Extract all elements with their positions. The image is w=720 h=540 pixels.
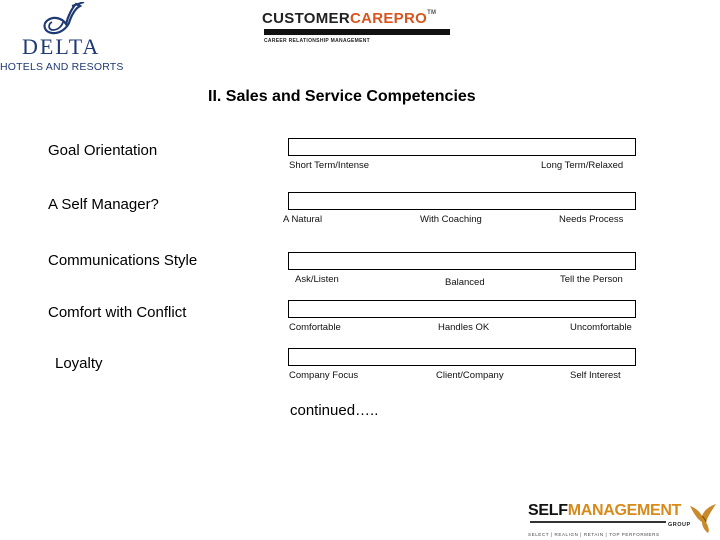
scale-label-balanced: Balanced [445,277,485,288]
page-title: II. Sales and Service Competencies [208,88,476,105]
scale-label-tell-the-person: Tell the Person [560,274,623,285]
customercarepro-tagline: CAREER RELATIONSHIP MANAGEMENT [264,38,371,44]
selfmanagement-word-dark: SELF [528,502,568,519]
delta-mark-icon [32,2,88,36]
scale-label-needs-process: Needs Process [559,214,624,225]
competency-label-goal-orientation: Goal Orientation [48,142,158,159]
scale-box-comfort-with-conflict[interactable] [288,300,636,318]
selfmanagement-bar [530,521,666,523]
scale-label-a-natural: A Natural [283,214,323,225]
customercarepro-word-accent: CAREPRO [349,10,428,27]
scale-label-comfortable: Comfortable [289,322,341,333]
scale-box-loyalty[interactable] [288,348,636,366]
scale-box-goal-orientation[interactable] [288,138,636,156]
competency-label-comfort-with-conflict: Comfort with Conflict [48,304,187,321]
scale-label-company-focus: Company Focus [289,370,359,381]
customercarepro-logo [262,10,462,48]
continued-text: continued….. [290,402,379,419]
scale-label-with-coaching: With Coaching [420,214,482,225]
customercarepro-word-dark: CUSTOMER [262,10,350,27]
competency-label-self-manager: A Self Manager? [48,196,159,213]
scale-box-communications-style[interactable] [288,252,636,270]
customercarepro-bar [264,29,450,35]
scale-label-handles-ok: Handles OK [438,322,490,333]
selfmanagement-logo [528,502,720,540]
scale-label-self-interest: Self Interest [570,370,621,381]
scale-box-self-manager[interactable] [288,192,636,210]
scale-label-uncomfortable: Uncomfortable [570,322,632,333]
competency-label-communications-style: Communications Style [48,252,198,269]
customercarepro-wordmark [262,10,436,27]
delta-subtitle: HOTELS AND RESORTS [0,61,124,73]
scale-label-long-term: Long Term/Relaxed [541,160,624,171]
delta-logo [0,0,130,75]
selfmanagement-wordmark [528,502,681,520]
delta-wordmark: DELTA [22,34,101,59]
scale-label-short-term: Short Term/Intense [289,160,370,171]
selfmanagement-word-accent: MANAGEMENT [567,502,682,519]
eagle-icon [688,502,718,534]
trademark-mark: TM [427,10,437,16]
scale-label-client-company: Client/Company [436,370,504,381]
selfmanagement-group: GROUP [668,522,691,528]
selfmanagement-tagline: SELECT | REALIGN | RETAIN | TOP PERFORMERS [528,532,660,537]
scale-label-ask-listen: Ask/Listen [295,274,339,285]
competency-label-loyalty: Loyalty [55,355,103,372]
